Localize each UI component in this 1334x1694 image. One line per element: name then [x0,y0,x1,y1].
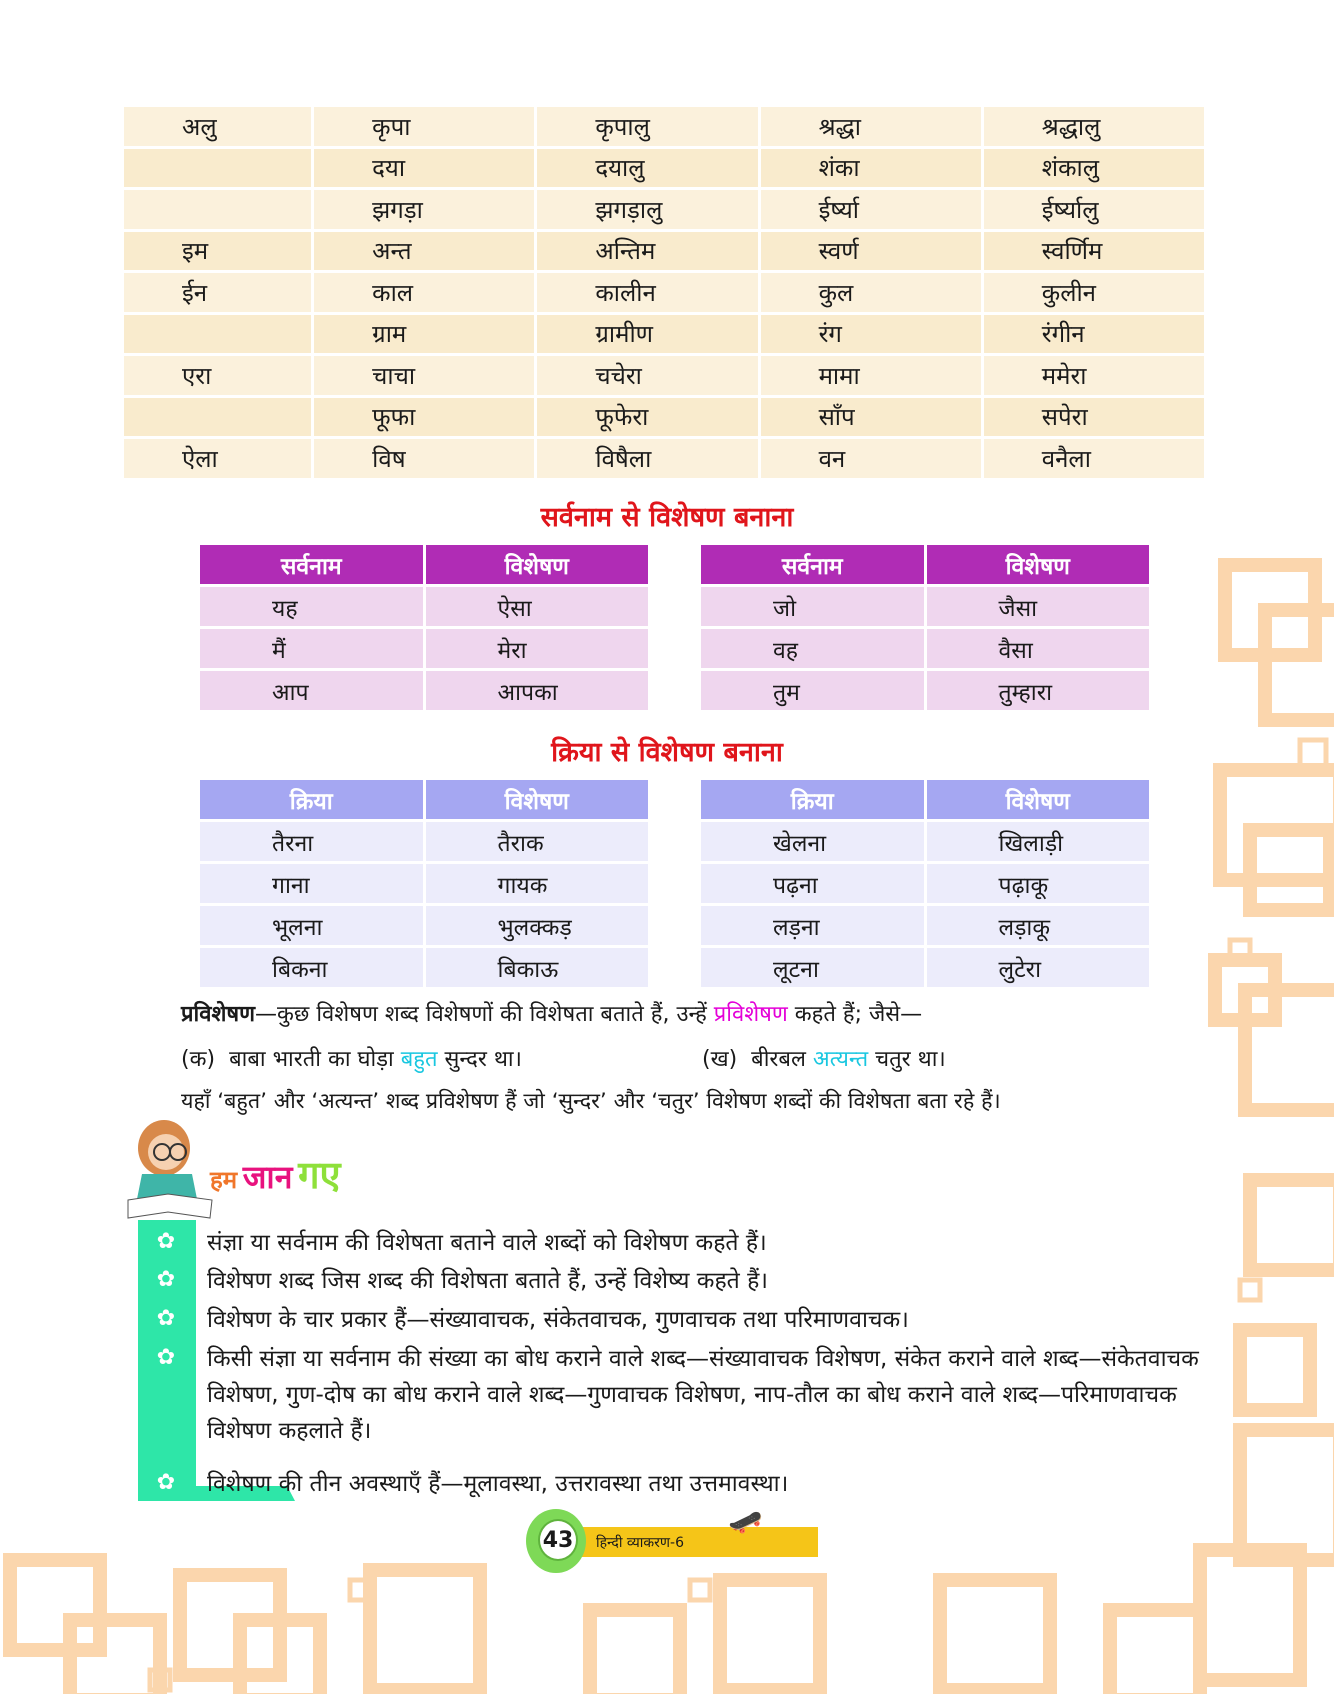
table-row [701,822,1149,861]
summary-point: विशेषण शब्द जिस शब्द की विशेषता बताते हैं, उन्हें विशेष्य कहते हैं। [207,1268,769,1294]
girl-reading-illustration [122,1118,214,1222]
table-cell: चाचा [314,356,534,395]
table-cell: आपका [426,671,649,710]
table-row [701,671,1149,710]
table-cell: खिलाड़ी [927,822,1150,861]
column-header: विशेषण [426,545,649,584]
table-cell: ऐसा [426,587,649,626]
definition-end: कहते हैं; जैसे— [787,1002,923,1027]
example-text: बीरबल [751,1047,813,1072]
table-cell: इम [124,232,311,271]
table-cell: अलु [124,107,311,146]
table-cell: तुम [701,671,924,710]
table-cell: ममेरा [984,356,1204,395]
page-footer [518,1505,818,1577]
flower-bullet-icon: ✿ [156,1267,176,1292]
table-cell: वन [761,439,981,478]
verb-section-heading: क्रिया से विशेषण बनाना [551,737,783,768]
table-cell: साँप [761,398,981,437]
table-cell: तैरना [200,822,423,861]
table-cell: लूटना [701,948,924,987]
table-cell: ईर्ष्यालु [984,190,1204,229]
table-cell: श्रद्धालु [984,107,1204,146]
column-header: सर्वनाम [701,545,924,584]
header-row [701,545,1149,584]
table-cell: लड़ाकू [927,906,1150,945]
table-cell: झगड़ालु [537,190,757,229]
table-row [124,149,1204,188]
example-b [702,1040,1202,1080]
title-part: जान [242,1158,293,1196]
table-cell: रंग [761,315,981,354]
example-highlight: अत्यन्त [812,1047,869,1072]
table-cell: एरा [124,356,311,395]
table-cell: फूफेरा [537,398,757,437]
table-row [701,948,1149,987]
table-cell: शंकालु [984,149,1204,188]
table-row [200,629,648,668]
flower-bullet-icon: ✿ [156,1306,176,1331]
table-cell [124,315,311,354]
table-row [124,107,1204,146]
summary-point: किसी संज्ञा या सर्वनाम की संख्या का बोध कराने वाले शब्द—संख्यावाचक विशेषण, संकेत कराने वाले शब्द—संकेतवाचक विशेषण, गुण-दोष का बोध कराने वाले शब्द—गुणवाचक विशेषण, नाप-तौल का बोध कराने वाले शब्द—परिमाणवाचक विशेषण कहलाते हैं। [207,1346,1199,1444]
table-cell: फूफा [314,398,534,437]
table-cell: गायक [426,864,649,903]
verb-table-right [698,777,1152,990]
column-header: क्रिया [701,780,924,819]
summary-point: विशेषण के चार प्रकार हैं—संख्यावाचक, संकेतवाचक, गुणवाचक तथा परिमाणवाचक। [207,1307,909,1333]
table-cell: कुलीन [984,273,1204,312]
table-cell: विषैला [537,439,757,478]
table-cell: श्रद्धा [761,107,981,146]
table-row [200,948,648,987]
table-cell [124,190,311,229]
table-cell: सपेरा [984,398,1204,437]
example-label: (ख) [702,1047,738,1072]
table-row [200,864,648,903]
table-row [701,629,1149,668]
pravisheshan-definition [181,995,1231,1035]
table-row [200,671,648,710]
table-cell: जैसा [927,587,1150,626]
table-cell: अन्तिम [537,232,757,271]
title-part: गए [298,1153,341,1197]
page-number: 43 [538,1519,578,1561]
table-cell: काल [314,273,534,312]
verb-table-left [197,777,651,990]
example-text: बाबा भारती का घोड़ा [229,1047,401,1072]
table-cell: झगड़ा [314,190,534,229]
table-row [124,190,1204,229]
table-cell: ईन [124,273,311,312]
header-row [701,780,1149,819]
table-cell: मेरा [426,629,649,668]
summary-point: विशेषण की तीन अवस्थाएँ हैं—मूलावस्था, उत्तरावस्था तथा उत्तमावस्था। [207,1471,789,1497]
pronoun-section-heading: सर्वनाम से विशेषण बनाना [540,502,794,533]
highlight-term: प्रविशेषण [713,1002,788,1027]
table-cell: बिकना [200,948,423,987]
table-cell: वह [701,629,924,668]
flower-bullet-icon: ✿ [156,1345,176,1370]
skater-boy-icon: 🛹 [728,1505,763,1538]
table-row [200,587,648,626]
table-cell: ग्राम [314,315,534,354]
example-text-end: चतुर था। [868,1047,946,1072]
term: प्रविशेषण [181,1002,256,1027]
table-cell: यह [200,587,423,626]
table-cell: लड़ना [701,906,924,945]
title-part: हम [210,1166,238,1194]
table-cell: कालीन [537,273,757,312]
table-cell: मैं [200,629,423,668]
table-row [124,439,1204,478]
table-cell: पढ़ना [701,864,924,903]
table-cell [124,149,311,188]
table-cell: विष [314,439,534,478]
table-cell: गाना [200,864,423,903]
table-cell: वैसा [927,629,1150,668]
column-header: विशेषण [927,780,1150,819]
table-cell: दया [314,149,534,188]
table-row [124,232,1204,271]
header-row [200,545,648,584]
book-title: हिन्दी व्याकरण-6 [596,1535,684,1551]
pravisheshan-explanation: यहाँ ‘बहुत’ और ‘अत्यन्त’ शब्द प्रविशेषण हैं जो ‘सुन्दर’ और ‘चतुर’ विशेषण शब्दों की विशेषता बता रहे हैं। [181,1089,1001,1114]
table-cell: वनैला [984,439,1204,478]
table-cell: ईर्ष्या [761,190,981,229]
table-cell: अन्त [314,232,534,271]
definition-text: —कुछ विशेषण शब्द विशेषणों की विशेषता बताते हैं, उन्हें [255,1002,714,1027]
table-cell: भूलना [200,906,423,945]
table-cell: बिकाऊ [426,948,649,987]
table-row [701,587,1149,626]
table-cell: लुटेरा [927,948,1150,987]
table-cell [124,398,311,437]
table-cell: कृपा [314,107,534,146]
example-label: (क) [181,1047,216,1072]
table-cell: शंका [761,149,981,188]
table-cell: ग्रामीण [537,315,757,354]
table-cell: कृपालु [537,107,757,146]
column-header: सर्वनाम [200,545,423,584]
table-cell: खेलना [701,822,924,861]
table-cell: कुल [761,273,981,312]
table-row [124,315,1204,354]
summary-point: संज्ञा या सर्वनाम की विशेषता बताने वाले शब्दों को विशेषण कहते हैं। [207,1230,767,1256]
column-header: विशेषण [927,545,1150,584]
header-row [200,780,648,819]
table-row [124,398,1204,437]
summary-title [210,1148,340,1200]
table-cell: रंगीन [984,315,1204,354]
table-cell: स्वर्णिम [984,232,1204,271]
example-text-end: सुन्दर था। [437,1047,522,1072]
table-cell: तैराक [426,822,649,861]
table-row [200,822,648,861]
table-cell: मामा [761,356,981,395]
table-row [124,273,1204,312]
suffix-table [121,104,1207,481]
table-cell: चचेरा [537,356,757,395]
example-highlight: बहुत [400,1047,438,1072]
table-row [200,906,648,945]
table-cell: जो [701,587,924,626]
column-header: क्रिया [200,780,423,819]
flower-bullet-icon: ✿ [156,1470,176,1495]
table-cell: आप [200,671,423,710]
column-header: विशेषण [426,780,649,819]
pronoun-table-right [698,542,1152,713]
table-row [124,356,1204,395]
table-cell: ऐला [124,439,311,478]
table-row [701,864,1149,903]
table-cell: तुम्हारा [927,671,1150,710]
table-cell: भुलक्कड़ [426,906,649,945]
table-cell: स्वर्ण [761,232,981,271]
table-row [701,906,1149,945]
pronoun-table-left [197,542,651,713]
table-cell: दयालु [537,149,757,188]
flower-bullet-icon: ✿ [156,1229,176,1254]
table-cell: पढ़ाकू [927,864,1150,903]
